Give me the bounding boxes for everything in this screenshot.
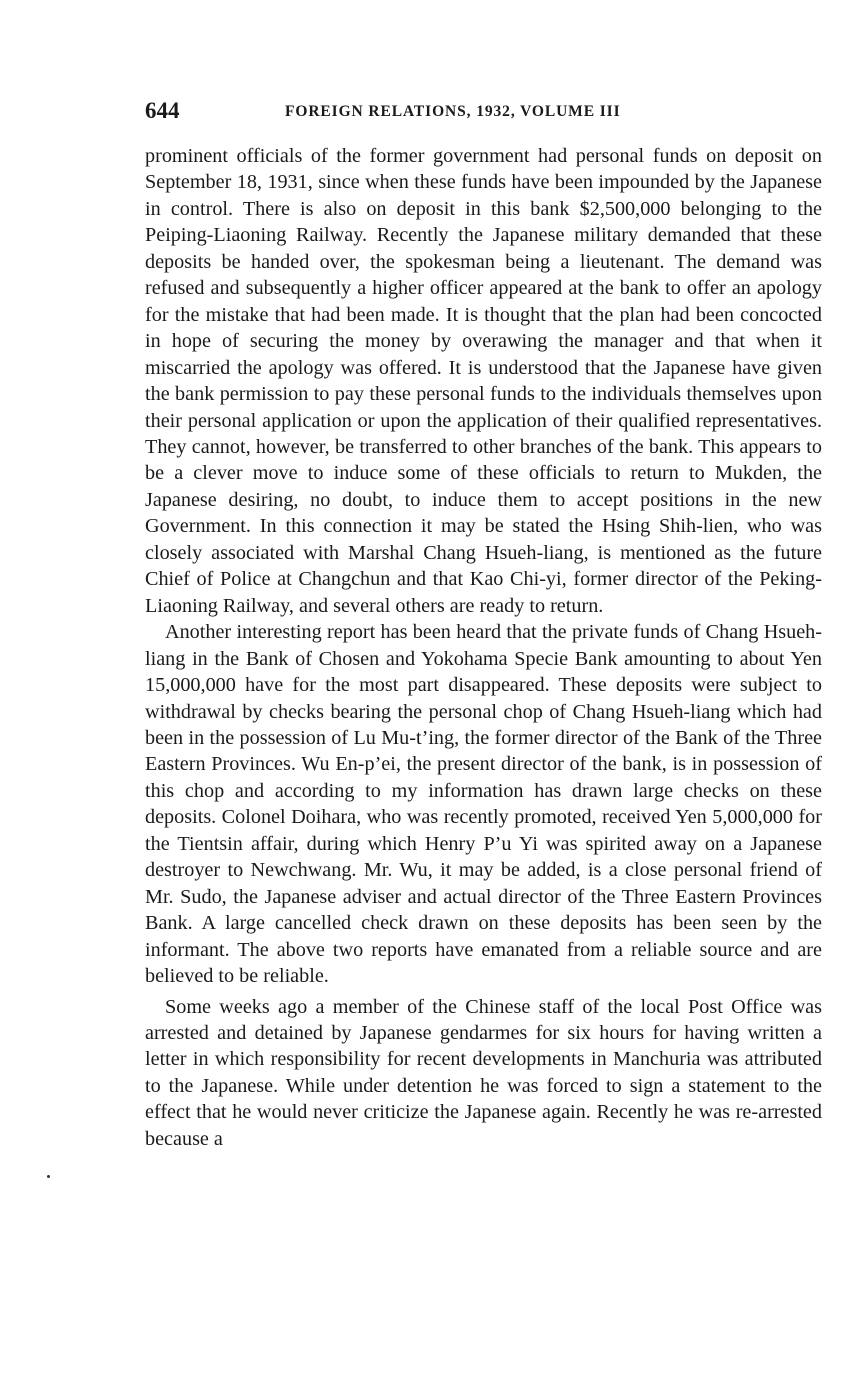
paragraph-private-funds: Another interesting report has been heard that the private funds of Chang Hsueh-liang in the Bank of Chosen and Yokohama Specie Bank amounting to about Yen 15,000,000 have for the most part disappeared. These deposits were subject to withdrawal by checks bearing the personal chop of Chang Hsueh-liang which had been in the possession of Lu Mu-t’ing, the former director of the Bank of the Three Eastern Provinces. Wu En-p’ei, the present director of the bank, is in possession of this chop and according to my information has drawn large checks on these deposits. Colonel Doihara, who was recently promoted, received Yen 5,000,000 for the Tientsin affair, during which Henry P’u Yi was spirited away on a Japanese destroyer to Newchwang. Mr. Wu, it may be added, is a close personal friend of Mr. Sudo, the Japanese adviser and actual director of the Three Eastern Provinces Bank. A large cancelled check drawn on these deposits has been seen by the informant. The above two reports have emanated from a reliable source and are believed to be reliable. xyxy=(145,621,822,988)
page-number: 644 xyxy=(145,98,180,123)
body-text xyxy=(145,143,822,1152)
paragraph-post-office: Some weeks ago a member of the Chinese staff of the local Post Office was arrested and detained by Japanese gendarmes for six hours for having written a letter in which responsibility for recent developments in Manchuria was attributed to the Japanese. While under detention he was forced to sign a statement to the effect that he would never criticize the Japanese again. Recently he was re-arrested because a xyxy=(145,995,822,1150)
scan-speck xyxy=(47,1175,50,1178)
paragraph-continued: prominent officials of the former government had personal funds on deposit on September 18, 1931, since when these funds have been impounded by the Japanese in control. There is also on deposit in this bank $2,500,000 belonging to the Peiping-Liaoning Railway. Recently the Japanese military demanded that these deposits be handed over, the spokesman being a lieutenant. The demand was refused and subsequently a higher officer appeared at the bank to offer an apology for the mistake that had been made. It is thought that the plan had been concocted in hope of securing the money by overawing the manager and that when it miscarried the apology was offered. It is understood that the Japanese have given the bank permission to pay these personal funds to the individuals themselves upon their personal application or upon the application of their qualified representatives. They cannot, however, be transferred to other branches of the bank. This appears to be a clever move to induce some of these officials to return to Mukden, the Japanese desiring, no doubt, to induce them to accept positions in the new Government. In this connection it may be stated the Hsing Shih-lien, who was closely associated with Marshal Chang Hsueh-liang, is mentioned as the future Chief of Police at Changchun and that Kao Chi-yi, former director of the Peking-Liaoning Railway, and several others are ready to return. xyxy=(145,145,822,617)
header-title: FOREIGN RELATIONS, 1932, VOLUME III xyxy=(285,103,621,120)
running-header xyxy=(145,96,822,126)
